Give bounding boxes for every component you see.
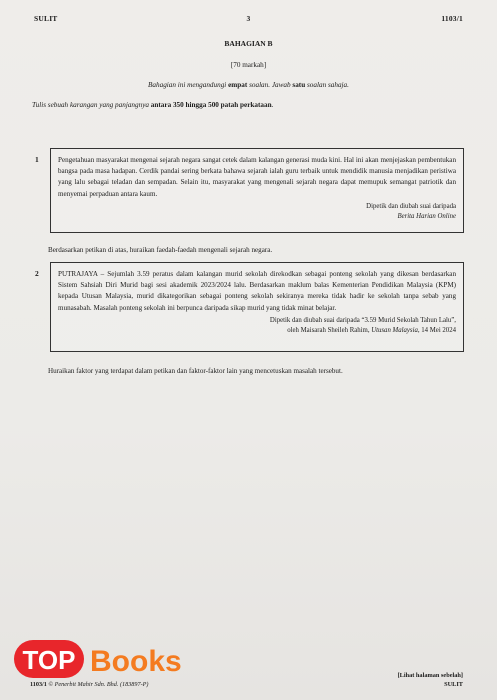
question-2-task: Huraikan faktor yang terdapat dalam petikan dan faktor-faktor lain yang mencetuskan masalah tersebut. [48,367,343,375]
instruction-text: soalan. Jawab [247,81,293,89]
essay-instruction-text: . [271,101,274,109]
question-1-task: Berdasarkan petikan di atas, huraikan faedah-faedah mengenali sejarah negara. [48,246,273,254]
source-line: Dipetik dan diubah suai daripada “3.59 Murid Sekolah Tahun Lalu”, [269,316,456,324]
source-publication: Berita Harian Online [397,212,456,220]
svg-text:TOP: TOP [22,645,76,675]
footer-publisher: © Penerbit Mahir Sdn. Bhd. (183897-P) [46,681,149,688]
instruction-emphasis: satu [292,81,306,89]
section-marks: [70 markah] [230,61,267,69]
question-number: 1 [35,155,39,164]
source-author: oleh Maisarah Sheileh Rahim, [287,326,372,334]
instruction-text: Bahagian ini mengandungi [148,81,229,89]
essay-instruction [32,101,273,109]
source-line [58,326,456,336]
footer-see-next: [Lihat halaman sebelah] [397,672,463,679]
source-publication: Utusan Malaysia [371,326,418,334]
topbooks-logo [12,636,192,685]
essay-instruction-text: Tulis sebuah karangan yang panjangnya [32,101,151,109]
page-number: 3 [246,14,251,23]
footer-code: 1103/1 [30,681,47,688]
essay-word-range: antara 350 hingga 500 patah perkataan [150,101,272,109]
section-title: BAHAGIAN B [224,39,273,48]
instruction-emphasis: empat [228,81,248,89]
question-2-passage: PUTRAJAYA – Sejumlah 3.59 peratus dalam kalangan murid sekolah direkodkan sebagai ponteng sekolah yang dikesan berdasarkan Sistem Sahsiah Diri Murid bagi sesi akademik 2023/2024 lalu. Berdasarkan maklum balas Kementerian Pendidikan Malaysia (KPM) kepada Utusan Malaysia, murid dikategorikan sebagai ponteng sekolah sekiranya mereka tidak hadir ke sekolah tanpa sebab yang munasabah. Masalah ponteng sekolah ini berpunca daripada sikap murid yang tidak minat belajar. [58,270,456,312]
header-sulit: SULIT [34,14,58,23]
svg-text:Books: Books [90,645,182,678]
source-date: , 14 Mei 2024 [417,326,456,334]
topbooks-logo-image [12,636,192,680]
source-line: Dipetik dan diubah suai daripada [366,202,456,210]
question-number: 2 [35,269,39,278]
footer-sulit: SULIT [444,681,463,688]
question-1-passage: Pengetahuan masyarakat mengenai sejarah negara sangat cetek dalam kalangan generasi muda kini. Hal ini akan menjejaskan pembentukan bangsa pada masa hadapan. Cerdik pandai sering berkata bahawa sejarah ialah guru terbaik untuk mendidik manusia menjadikan peristiwa yang lalu sebagai teladan dan sempadan. Selain itu, masyarakat yang mengenali sejarah negara dapat memupuk semangat patriotik dan menyemai perpaduan antara kaum. [58,156,456,198]
instruction-text: soalan sahaja. [305,81,349,89]
question-2-source [58,316,456,336]
question-1-passage-box [50,148,464,233]
question-2-passage-box [50,262,464,352]
footer-next-page [398,671,463,689]
section-instruction [0,81,497,89]
footer-copyright [30,681,148,688]
question-1-source [58,202,456,222]
paper-code: 1103/1 [441,14,463,23]
